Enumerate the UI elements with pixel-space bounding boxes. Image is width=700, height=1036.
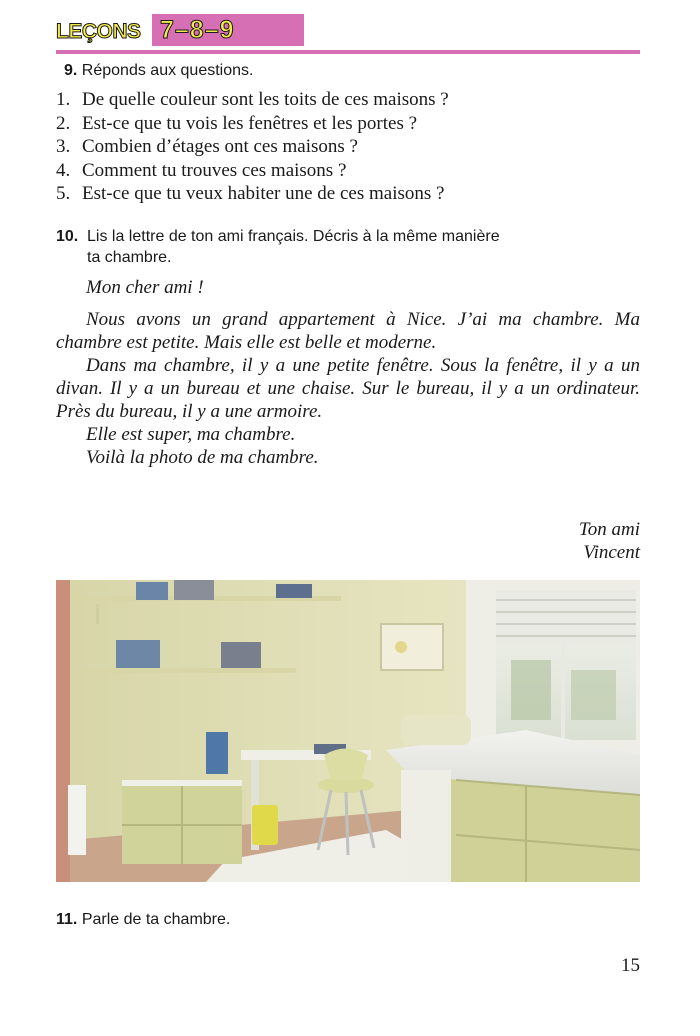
letter-line-4: Voilà la photo de ma chambre. — [86, 447, 319, 468]
letter-signature-block — [579, 518, 640, 564]
question-item — [56, 88, 656, 112]
letter-paragraph-2: Dans ma chambre, il y a une petite fenêtre. Sous la fenêtre, il y a un divan. Il y a un bureau et une chaise. Sur le bureau, il y a un ordinateur. Près du bureau, il y a une armoire. — [56, 355, 640, 422]
bedroom-photo — [56, 580, 640, 882]
exercise-11-number: 11. — [56, 911, 78, 928]
letter-paragraph-1: Nous avons un grand appartement à Nice. J’ai ma chambre. Ma chambre est petite. Mais elle est belle et moderne. — [56, 309, 640, 353]
letter-line-3: Elle est super, ma chambre. — [86, 424, 296, 445]
letter-body — [56, 276, 640, 469]
exercise-11-text: Parle de ta chambre. — [81, 911, 231, 928]
lesson-title: LEÇONS — [56, 20, 141, 43]
question-text: Combien d’étages ont ces maisons ? — [82, 136, 358, 157]
exercise-10-text-line1: Lis la lettre de ton ami français. Décris à la même manière — [87, 228, 500, 245]
question-text: Est-ce que tu veux habiter une de ces maisons ? — [82, 183, 445, 204]
exercise-9-number: 9. — [64, 62, 78, 79]
letter-signature: Vincent — [583, 542, 640, 563]
exercise-10-instruction — [56, 226, 646, 268]
exercise-10-text-line2: ta chambre. — [87, 249, 172, 266]
lesson-numbers: 7–8–9 — [160, 16, 235, 44]
question-number: 4. — [56, 159, 71, 181]
question-number: 3. — [56, 136, 71, 157]
question-text: De quelle couleur sont les toits de ces maisons ? — [82, 89, 449, 110]
letter-closing: Ton ami — [578, 519, 640, 540]
question-number: 2. — [56, 112, 71, 134]
question-item — [56, 159, 656, 183]
question-text: Comment tu trouves ces maisons ? — [82, 159, 347, 181]
exercise-11-instruction — [56, 911, 230, 929]
header-divider — [56, 50, 640, 54]
question-item — [56, 135, 656, 159]
letter-greeting: Mon cher ami ! — [86, 277, 204, 298]
exercise-9-text: Réponds aux questions. — [81, 62, 254, 79]
exercise-9-instruction — [64, 62, 253, 80]
exercise-10-number: 10. — [56, 228, 79, 245]
question-number: 1. — [56, 89, 71, 110]
question-item — [56, 112, 656, 136]
page-number: 15 — [621, 955, 640, 976]
question-number: 5. — [56, 183, 71, 204]
question-list — [56, 88, 656, 206]
lesson-number-badge — [152, 14, 304, 46]
question-item — [56, 182, 656, 206]
question-text: Est-ce que tu vois les fenêtres et les portes ? — [82, 112, 418, 134]
